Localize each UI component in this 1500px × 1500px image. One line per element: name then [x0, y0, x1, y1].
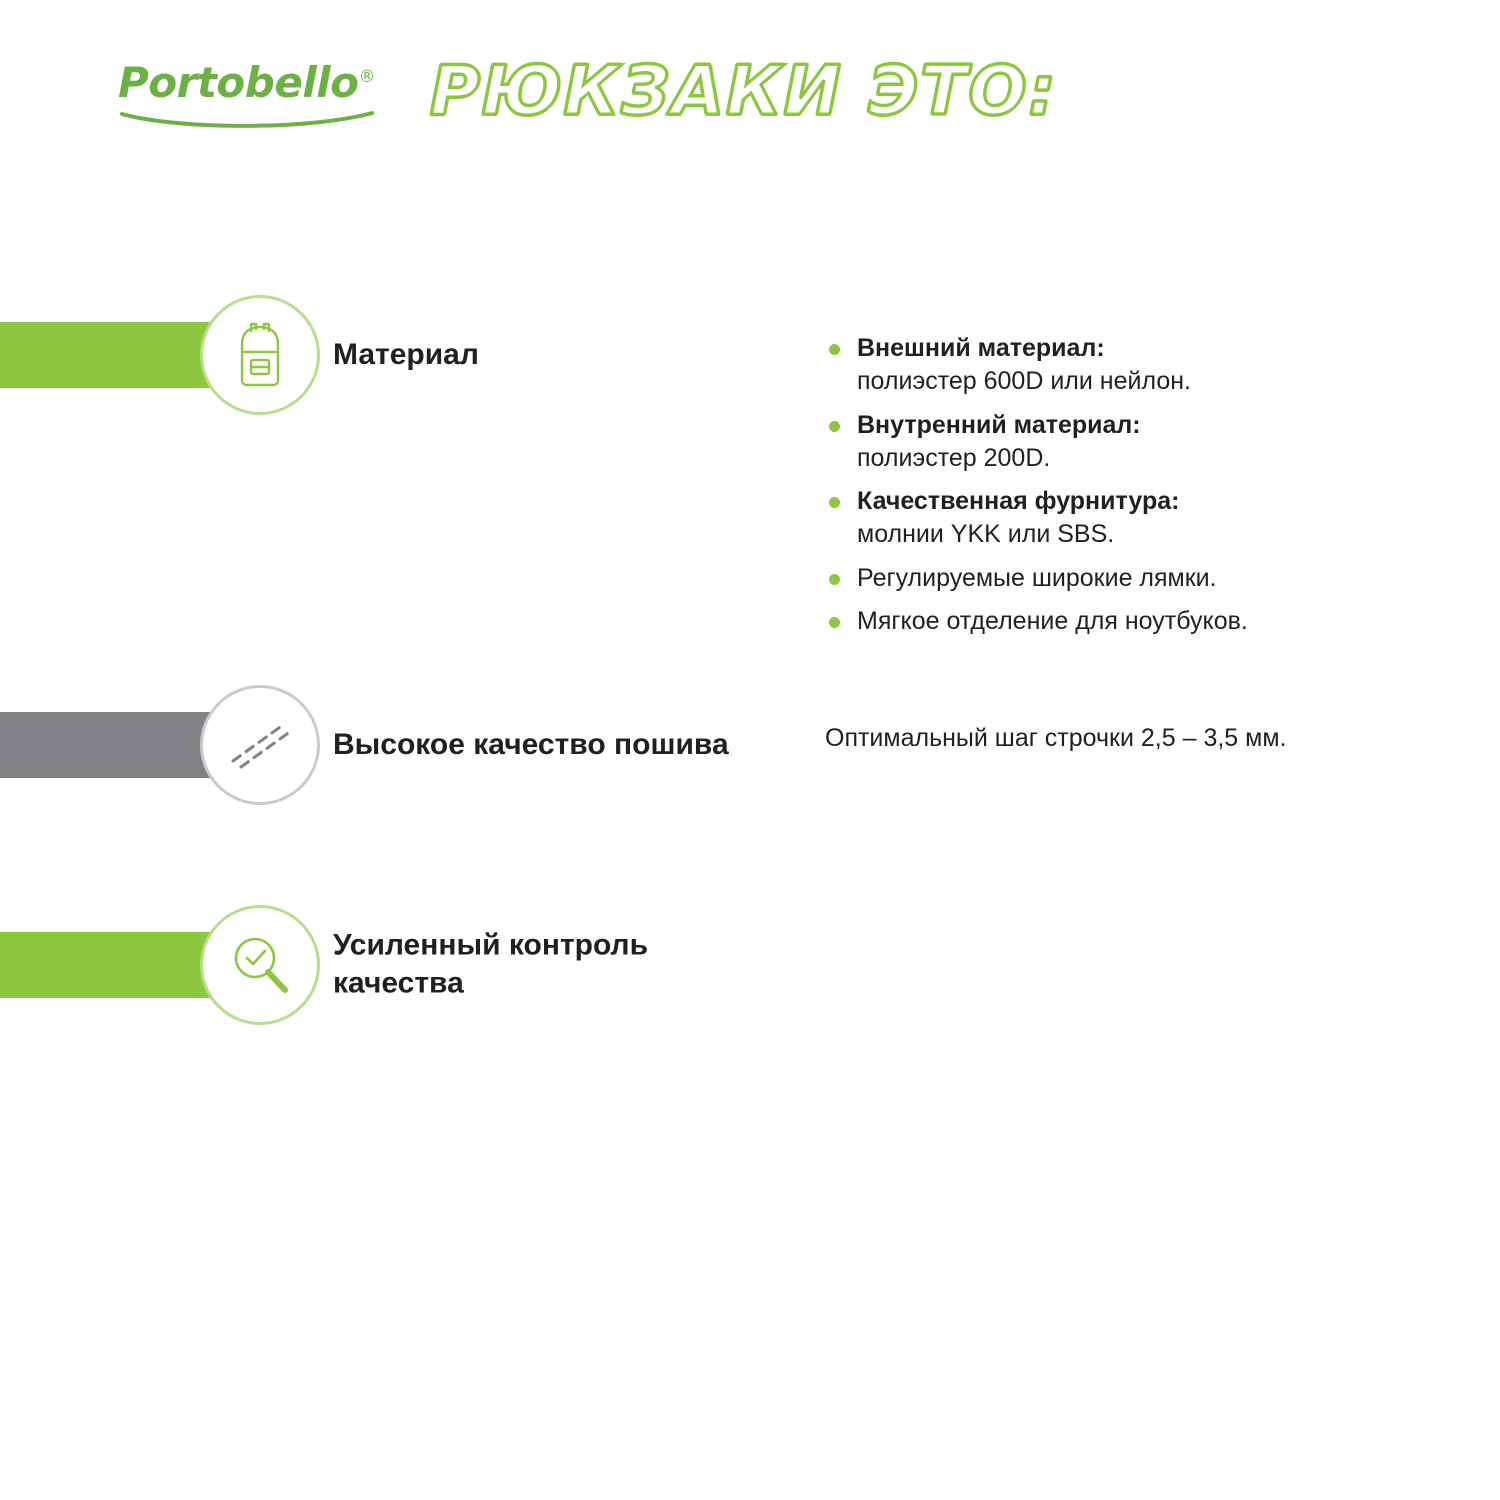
bullet-sub: полиэстер 600D или нейлон. — [857, 367, 1191, 396]
brand-logo — [118, 58, 388, 142]
quality-note: Оптимальный шаг строчки 2,5 – 3,5 мм. — [825, 724, 1287, 752]
feature-badge — [200, 295, 320, 415]
bullet-sub: молнии YKK или SBS. — [857, 520, 1115, 549]
list-item — [825, 332, 1435, 399]
bullet-strong: Внешний материал: — [857, 334, 1105, 362]
page-title: РЮКЗАКИ ЭТО: — [430, 52, 1058, 131]
list-item — [825, 562, 1435, 595]
list-item — [825, 409, 1435, 476]
feature-row-quality-control — [0, 905, 1500, 1025]
stitching-icon — [225, 717, 295, 773]
bullet-strong: Качественная фурнитура: — [857, 487, 1180, 515]
feature-badge — [200, 685, 320, 805]
bullet-strong: Внутренний материал: — [857, 410, 1141, 439]
bullet-strong: Мягкое отделение для ноутбуков. — [857, 606, 1248, 635]
material-bullet-list — [825, 332, 1435, 648]
registered-mark-icon: ® — [358, 67, 375, 87]
magnifier-check-icon — [228, 933, 292, 997]
backpack-icon — [229, 322, 291, 388]
logo-swoosh-icon — [120, 110, 376, 132]
feature-title: Материал — [333, 337, 479, 371]
feature-title: Высокое качество пошива — [333, 727, 729, 761]
feature-badge — [200, 905, 320, 1025]
bullet-sub: полиэстер 200D. — [857, 443, 1051, 472]
bullet-strong: Регулируемые широкие лямки. — [857, 563, 1217, 592]
list-item — [825, 485, 1435, 552]
feature-title: Усиленный контроль качества — [333, 928, 649, 1000]
page-header — [0, 0, 1500, 180]
list-item — [825, 605, 1435, 638]
brand-logo-text: Portobello® — [118, 58, 375, 107]
